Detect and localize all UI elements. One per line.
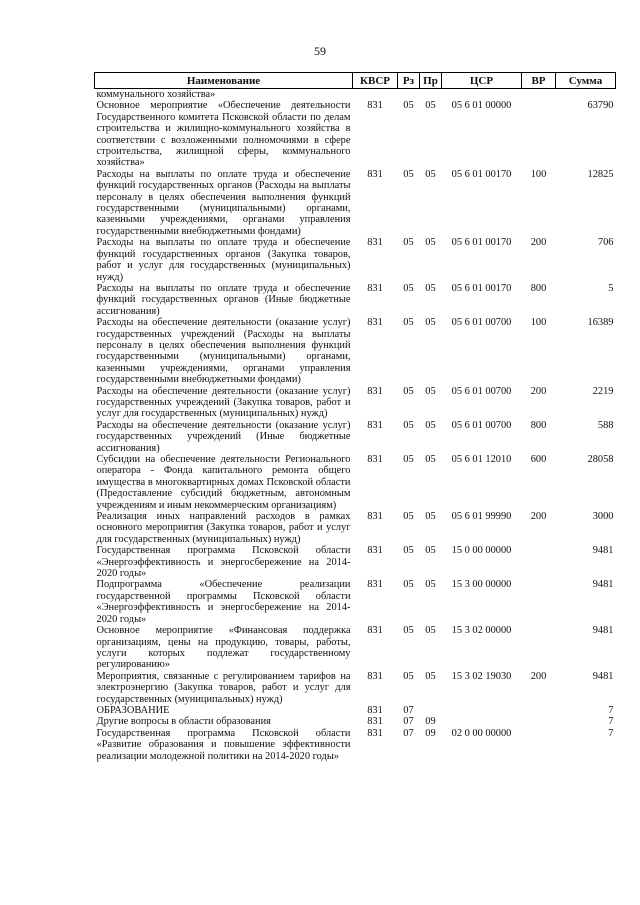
row-rz: 05 (403, 419, 414, 431)
row-csr: 02 0 00 00000 (451, 727, 512, 739)
row-sum: 16389 (587, 317, 614, 329)
table-row (95, 283, 616, 317)
row-kvsr: 831 (367, 454, 383, 465)
row-vr (522, 89, 556, 101)
header-rz: Рз (398, 73, 420, 89)
row-pr: 05 (425, 545, 436, 557)
page-number: 59 (314, 44, 326, 58)
row-csr: 05 6 01 00170 (451, 237, 512, 249)
row-vr (522, 625, 556, 671)
row-name: Государственная программа Псковской области «Развитие образования и повышение эффективности реализации молодежной политики на 2014-2020 годы» (96, 727, 351, 762)
table-row (95, 89, 616, 101)
row-sum: 5 (608, 282, 614, 294)
table-row (95, 671, 616, 705)
row-csr: 15 3 02 00000 (451, 625, 512, 637)
row-name: Расходы на выплаты по оплате труда и обеспечение функций государственных органов (Закупка товаров, работ и услуг для государственных (муниципальных) нужд) (96, 237, 351, 283)
row-csr: 05 6 01 99990 (451, 511, 512, 523)
row-csr: 05 6 01 12010 (451, 454, 512, 465)
row-pr: 09 (425, 716, 436, 728)
row-rz: 05 (403, 579, 414, 591)
row-name: Подпрограмма «Обеспечение реализации государственной программы Псковской области «Энергоэффективность и энергосбережение на 2014-2020 годы» (96, 579, 351, 625)
row-sum: 3000 (592, 511, 614, 523)
row-csr: 05 6 01 00700 (451, 419, 512, 431)
table-row (95, 454, 616, 511)
header-pr: Пр (420, 73, 442, 89)
row-kvsr: 831 (367, 716, 383, 728)
row-pr: 05 (425, 579, 436, 591)
row-name: Расходы на выплаты по оплате труда и обеспечение функций государственных органов (Иные бюджетные ассигнования) (96, 282, 351, 317)
row-vr: 100 (530, 317, 547, 329)
row-sum (556, 89, 616, 101)
row-pr: 05 (425, 625, 436, 637)
row-rz: 05 (403, 100, 414, 112)
row-vr (522, 716, 556, 727)
row-name: Расходы на обеспечение деятельности (оказание услуг) государственных учреждений (Закупка товаров, работ и услуг для государственных (муниципальных) нужд) (96, 385, 351, 420)
row-csr: 05 6 01 00000 (451, 100, 512, 112)
row-vr: 800 (530, 282, 547, 294)
row-csr: 05 6 01 00700 (451, 317, 512, 329)
row-sum: 9481 (592, 670, 614, 682)
table-body (95, 89, 616, 762)
row-vr: 600 (530, 454, 547, 465)
row-vr: 800 (530, 419, 547, 431)
row-rz: 05 (403, 385, 414, 397)
table-row (95, 169, 616, 237)
table-row (95, 545, 616, 579)
row-kvsr: 831 (367, 704, 383, 716)
row-rz: 05 (403, 282, 414, 294)
row-kvsr: 831 (367, 168, 383, 180)
row-kvsr: 831 (367, 385, 383, 397)
row-rz: 05 (403, 454, 414, 465)
row-rz: 05 (403, 625, 414, 637)
row-csr: 15 3 00 00000 (451, 579, 512, 591)
row-pr: 05 (425, 282, 436, 294)
table-row (95, 705, 616, 716)
row-kvsr: 831 (367, 100, 383, 112)
row-name: Мероприятия, связанные с регулированием тарифов на электроэнергию (Закупка товаров, работ и услуг для государственных (муниципальных) нужд) (96, 670, 351, 705)
row-name: Государственная программа Псковской области «Энергоэффективность и энергосбережение на 2014-2020 годы» (96, 545, 351, 580)
row-pr (420, 89, 442, 101)
row-name: коммунального хозяйства» (96, 89, 216, 100)
row-vr: 100 (530, 168, 547, 180)
row-kvsr: 831 (367, 237, 383, 249)
table-row (95, 420, 616, 454)
row-kvsr (353, 89, 398, 101)
table-row (95, 237, 616, 283)
row-rz: 05 (403, 317, 414, 329)
row-name: ОБРАЗОВАНИЕ (96, 704, 170, 716)
row-csr (442, 705, 522, 716)
budget-table (94, 72, 616, 762)
row-sum: 28058 (587, 454, 614, 465)
row-rz: 07 (403, 704, 414, 716)
row-sum: 9481 (592, 579, 614, 591)
row-name: Расходы на выплаты по оплате труда и обеспечение функций государственных органов (Расходы на выплаты персоналу в целях обеспечения выполнения функций государственными (муниципальными) органами, казенными учреждениями, органами управления государственными внебюджетными фондами) (96, 168, 351, 237)
row-sum: 588 (597, 419, 614, 431)
row-csr (442, 716, 522, 727)
header-csr: ЦСР (442, 73, 522, 89)
header-vr: ВР (522, 73, 556, 89)
row-pr: 09 (425, 727, 436, 739)
row-kvsr: 831 (367, 282, 383, 294)
row-pr: 05 (425, 317, 436, 329)
row-name: Основное мероприятие «Финансовая поддержка организациям, цены на продукцию, товары, работы, услуги которых подлежат государственному регулированию» (96, 625, 351, 671)
header-sum: Сумма (556, 73, 616, 89)
row-pr: 05 (425, 100, 436, 112)
row-kvsr: 831 (367, 727, 383, 739)
row-kvsr: 831 (367, 511, 383, 523)
row-pr: 05 (425, 670, 436, 682)
row-vr: 200 (530, 385, 547, 397)
table-row (95, 511, 616, 545)
row-csr: 15 3 02 19030 (451, 670, 512, 682)
row-vr: 200 (530, 237, 547, 249)
row-name: Основное мероприятие «Обеспечение деятельности Государственного комитета Псковской области по делам строительства и жилищно-коммунального хозяйства в соответствии с возложенными полномочиями в сфере строительства, жилищной сферы, коммунального хозяйства» (96, 100, 351, 169)
table-row (95, 579, 616, 625)
table-row (95, 386, 616, 420)
row-kvsr: 831 (367, 670, 383, 682)
row-sum: 12825 (587, 168, 614, 180)
row-rz: 05 (403, 168, 414, 180)
row-rz: 05 (403, 511, 414, 523)
row-name: Расходы на обеспечение деятельности (оказание услуг) государственных учреждений (Расходы на выплаты персоналу в целях обеспечения выполнения функций государственными (муниципальными) органами, казенными учреждениями, органами управления государственными внебюджетными фондами) (96, 317, 351, 386)
row-kvsr: 831 (367, 625, 383, 637)
row-sum: 7 (608, 716, 614, 728)
row-csr: 05 6 01 00170 (451, 282, 512, 294)
row-csr: 15 0 00 00000 (451, 545, 512, 557)
row-vr (522, 100, 556, 168)
row-kvsr: 831 (367, 545, 383, 557)
table-row (95, 716, 616, 727)
table-row (95, 100, 616, 168)
row-csr: 05 6 01 00170 (451, 168, 512, 180)
row-vr: 200 (530, 511, 547, 523)
row-vr (522, 545, 556, 579)
row-sum: 9481 (592, 545, 614, 557)
row-rz: 07 (403, 716, 414, 728)
row-sum: 9481 (592, 625, 614, 637)
row-rz: 05 (403, 545, 414, 557)
row-rz: 05 (403, 237, 414, 249)
row-pr: 05 (425, 511, 436, 523)
row-sum: 706 (597, 237, 614, 249)
row-name: Субсидии на обеспечение деятельности Регионального оператора - Фонда капитального ремонта общего имущества в многоквартирных домах Псковской области (Предоставление субсидий бюджетным, автономным учреждениям и иным некоммерческим организациям) (96, 454, 351, 511)
row-pr: 05 (425, 454, 436, 465)
row-csr (442, 89, 522, 101)
row-sum: 7 (608, 704, 614, 716)
row-name: Другие вопросы в области образования (96, 716, 271, 728)
row-pr: 05 (425, 237, 436, 249)
row-rz: 07 (403, 727, 414, 739)
row-csr: 05 6 01 00700 (451, 385, 512, 397)
header-name: Наименование (95, 73, 353, 89)
row-kvsr: 831 (367, 317, 383, 329)
table-header (95, 73, 616, 89)
row-vr: 200 (530, 670, 547, 682)
row-vr (522, 705, 556, 716)
row-rz (398, 89, 420, 101)
table-row (95, 728, 616, 762)
row-kvsr: 831 (367, 419, 383, 431)
header-kvsr: КВСР (353, 73, 398, 89)
row-sum: 7 (608, 727, 614, 739)
row-sum: 2219 (592, 385, 614, 397)
row-pr: 05 (425, 385, 436, 397)
table-row (95, 625, 616, 671)
row-vr (522, 579, 556, 625)
row-pr (420, 705, 442, 716)
table-row (95, 317, 616, 385)
row-sum: 63790 (587, 100, 614, 112)
row-name: Реализация иных направлений расходов в рамках основного мероприятия (Закупка товаров, работ и услуг для государственных (муниципальных) нужд) (96, 511, 351, 545)
row-kvsr: 831 (367, 579, 383, 591)
row-vr (522, 728, 556, 762)
row-pr: 05 (425, 168, 436, 180)
row-rz: 05 (403, 670, 414, 682)
row-pr: 05 (425, 419, 436, 431)
row-name: Расходы на обеспечение деятельности (оказание услуг) государственных учреждений (Иные бюджетные ассигнования) (96, 419, 351, 454)
